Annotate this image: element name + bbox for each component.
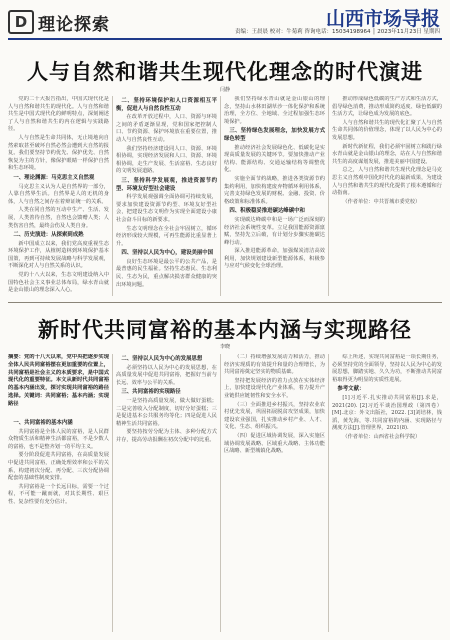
article2-abstract: 摘要：党的十八大以来，党中央把逐步实现全体人民共同富裕摆在更加重要的位置上，共同富裕是社会主义的本质要求，是中国式现代化的重要特征。本文从新时代共同富裕的基本内涵出发，探讨实现共同富裕的路径选择。关键词：共同富裕；基本内涵；实现路径 xyxy=(8,354,109,407)
paragraph: （三）全面推进乡村振兴，坚持农业农村优先发展，巩固拓展脱贫攻坚成果，加快建设农业强国，扎实推动乡村产业、人才、文化、生态、组织振兴。 xyxy=(224,401,325,431)
section-heading: 四、积极稳妥推进碳达峰碳中和 xyxy=(229,208,305,215)
paragraph: 要分阶段促进共同富裕，在高质量发展中促进共同富裕，正确处理效率和公平的关系，构建初次分配、再分配、三次分配协调配套的基础性制度安排。 xyxy=(8,452,109,482)
article2-column-1 xyxy=(8,418,109,632)
paragraph: 共同富裕是一个长远目标，需要一个过程，不可能一蹴而就，对其长期性、艰巨性、复杂性要有充分估计。 xyxy=(8,483,109,505)
column-divider xyxy=(112,354,113,632)
paragraph: （作者单位：山西省社会科学院） xyxy=(342,433,421,440)
article-separator xyxy=(8,302,442,303)
paragraph: 人与自然是生命共同体，无止境地向自然索取甚至破坏自然必然会遭到大自然的报复。我们要坚持节约优先、保护优先、自然恢复为主的方针，像保护眼睛一样保护自然和生态环境。 xyxy=(8,134,109,172)
paragraph: 一是坚持高质量发展，做大做好蛋糕；二是完善收入分配制度，切好分好蛋糕；三是促进基本公共服务均等化；四是促进人民精神生活共同富裕。 xyxy=(116,397,217,427)
paragraph: 生态文明理念在全社会牢固树立，循环经济形成较大规模，可再生能源比重显著上升。 xyxy=(116,225,217,247)
article2-column-4 xyxy=(332,354,442,632)
paragraph: 我们坚持绿水青山就是金山银山的理念，坚持山水林田湖草沙一体化保护和系统治理，全方位、全地域、全过程加强生态环境保护。 xyxy=(224,96,325,125)
page-header xyxy=(0,0,450,42)
paragraph: 推动经济社会发展绿色化、低碳化是实现高质量发展的关键环节。要加快推动产业结构、能源结构、交通运输结构等调整优化。 xyxy=(224,144,325,174)
editor-info: 责编：王晨晨 校对：牛菊莉 咨询电话：15034198964 │ 2023年11月23日 星期四 xyxy=(234,29,440,35)
section-heading: 二、坚持环境保护和人口资源相互平衡，促进人与自然良性互动 xyxy=(116,98,217,112)
paragraph: 新中国成立以来，我们党高度重视生态环境保护工作，从植树造林到环境保护基本国策，再到可持续发展战略与科学发展观，不断深化对人与自然关系的认识。 xyxy=(8,240,109,270)
paragraph: 新时代新征程，我们必须牢固树立和践行绿水青山就是金山银山的理念，站在人与自然和谐共生的高度谋划发展，推进美丽中国建设。 xyxy=(332,143,442,165)
article1-column-3 xyxy=(224,96,325,296)
paragraph: （四）促进区域协调发展，深入实施区域协调发展战略、区域重大战略、主体功能区战略、新型城镇化战略。 xyxy=(224,432,325,455)
paragraph: 在改革开放过程中，人口、资源与环境之间的矛盾逐渐显现，党和国家把控制人口、节约资源、保护环境放在重要位置，推动人与自然良性互动。 xyxy=(116,114,217,143)
section-heading: 参考文献： xyxy=(337,386,365,393)
column-divider xyxy=(112,96,113,296)
section-heading: 一、理论渊源：马克思主义自然观 xyxy=(13,174,95,181)
paragraph: 推动形成绿色低碳的生产方式和生活方式，倡导绿色消费，推动形成简约适度、绿色低碳的生活方式，让绿色成为发展的底色。 xyxy=(332,96,442,118)
column-divider xyxy=(328,354,329,632)
article2-column-2 xyxy=(116,354,217,632)
paragraph: 总之，人与自然和谐共生现代化理念是马克思主义自然观中国化时代化的最新成果，为建设人与自然和谐共生的现代化提供了根本遵循和行动指南。 xyxy=(332,167,442,197)
paragraph: 坚持把发展经济的着力点放在实体经济上，加快建设现代化产业体系，着力提升产业链供应链韧性和安全水平。 xyxy=(224,377,325,399)
newspaper-name: 山西市场导报 xyxy=(325,8,440,30)
paragraph: 马克思主义认为人是自然界的一部分，人靠自然界生活。自然界是人的无机的身体，人与自然之间存在着辩证统一的关系。 xyxy=(8,183,109,205)
paragraph: （二）持续增强发展动力和活力，推动经济实现质的有效提升和量的合理增长，为共同富裕奠定坚实的物质基础。 xyxy=(224,354,325,376)
paragraph: 综上所述，实现共同富裕是一项长期任务，必须坚持党的全面领导，坚持以人民为中心的发展思想，脚踏实地、久久为功，不断推动共同富裕取得更为明显的实质性进展。 xyxy=(332,354,442,383)
paragraph: 要坚持按劳分配为主体、多种分配方式并存，提高劳动报酬在初次分配中的比重。 xyxy=(116,429,217,443)
paragraph: 人与自然和谐共生的现代化汇聚了人与自然生命共同体的价值理念，体现了以人民为中心的发展思想。 xyxy=(332,119,442,141)
section-heading: 二、历史演进：从探索到成熟 xyxy=(13,232,84,239)
article2-title: 新时代共同富裕的基本内涵与实现路径 xyxy=(38,318,412,342)
article2-author: 李晓 xyxy=(219,344,230,350)
paragraph: 实施全面节约战略，推进各类资源节约集约利用，加快构建废弃物循环利用体系，完善支持绿色发展的财税、金融、投资、价格政策和标准体系。 xyxy=(224,175,325,205)
paragraph: 深入推进能源革命，加强煤炭清洁高效利用，加快规划建设新型能源体系，积极参与应对气候变化全球治理。 xyxy=(224,248,325,270)
section-heading: 三、共同富裕的实现路径 xyxy=(121,389,181,396)
article1-column-2 xyxy=(116,96,217,296)
section-heading: 三、坚持绿色发展理念，加快发展方式绿色转型 xyxy=(224,128,325,142)
paragraph: 人类在同自然的互动中生产、生活、发展，人类善待自然，自然也会馈赠人类；人类伤害自然，最终会伤及人类自身。 xyxy=(8,207,109,229)
column-divider xyxy=(328,96,329,296)
paragraph: 必须坚持以人民为中心的发展思想，在高质量发展中促进共同富裕，把握好当前与长远、效率与公平的关系。 xyxy=(116,364,217,386)
paragraph: 科学发展观强调全面协调可持续发展，要求加快建设资源节约型、环境友好型社会，把建设生态文明作为实现全面建设小康社会奋斗目标的新要求。 xyxy=(116,194,217,223)
article1-column-4 xyxy=(332,96,442,296)
paragraph: [1]习近平.扎实推动共同富裕[J].求是，2021(20). [2]习近平谈治国理政（第四卷）[M].北京：外文出版社，2022. [3]刘培林，钱滔，黄先海，等.共同富裕的内涵、实现路径与测度方法[J].管理世界，2021(8). xyxy=(332,394,442,432)
header-rule xyxy=(8,38,442,40)
section-heading: 二、坚持以人民为中心的发展思想 xyxy=(121,356,203,362)
paragraph: 良好生态环境是最公平的公共产品，是最普惠的民生福祉。坚持生态惠民、生态利民、生态为民，重点解决损害群众健康的突出环境问题。 xyxy=(116,258,217,288)
paragraph: （作者单位：中共晋城市委党校） xyxy=(342,198,421,205)
article1-author: 闫静 xyxy=(219,87,230,93)
column-divider xyxy=(220,354,221,632)
page-letter-badge: D xyxy=(8,10,34,34)
section-title: 理论探索 xyxy=(38,15,110,35)
paragraph: 党的二十大报告指出，中国式现代化是人与自然和谐共生的现代化。人与自然和谐共生是中国式现代化的鲜明特点，深刻阐述了人与自然和谐共生的内在逻辑与实践路径。 xyxy=(8,96,109,133)
article1-title: 人与自然和谐共生现代化理念的时代演进 xyxy=(27,60,423,84)
paragraph: 我们坚持经济建设同人口、资源、环境相协调，实现经济发展和人口、资源、环境相协调，走生产发展、生活富裕、生态良好的文明发展道路。 xyxy=(116,145,217,175)
article2-column-3 xyxy=(224,354,325,632)
article1-column-1 xyxy=(8,96,109,296)
paragraph: 实现碳达峰碳中和是一场广泛而深刻的经济社会系统性变革。立足我国能源资源禀赋，坚持先立后破，有计划分步骤实施碳达峰行动。 xyxy=(224,216,325,246)
section-heading: 四、坚持以人民为中心，建设美丽中国 xyxy=(121,250,214,257)
section-heading: 一、共同富裕的基本内涵 xyxy=(13,420,73,426)
column-divider xyxy=(220,96,221,296)
paragraph: 共同富裕是全体人民的富裕，是人民群众物质生活和精神生活都富裕，不是少数人的富裕，也不是整齐划一的平均主义。 xyxy=(8,428,109,450)
section-heading: 三、坚持科学发展观，推进资源节约型、环境友好型社会建设 xyxy=(116,177,217,192)
paragraph: 党的十八大以来，生态文明建设纳入中国特色社会主义事业总体布局，绿水青山就是金山银山的理念深入人心。 xyxy=(8,272,109,294)
